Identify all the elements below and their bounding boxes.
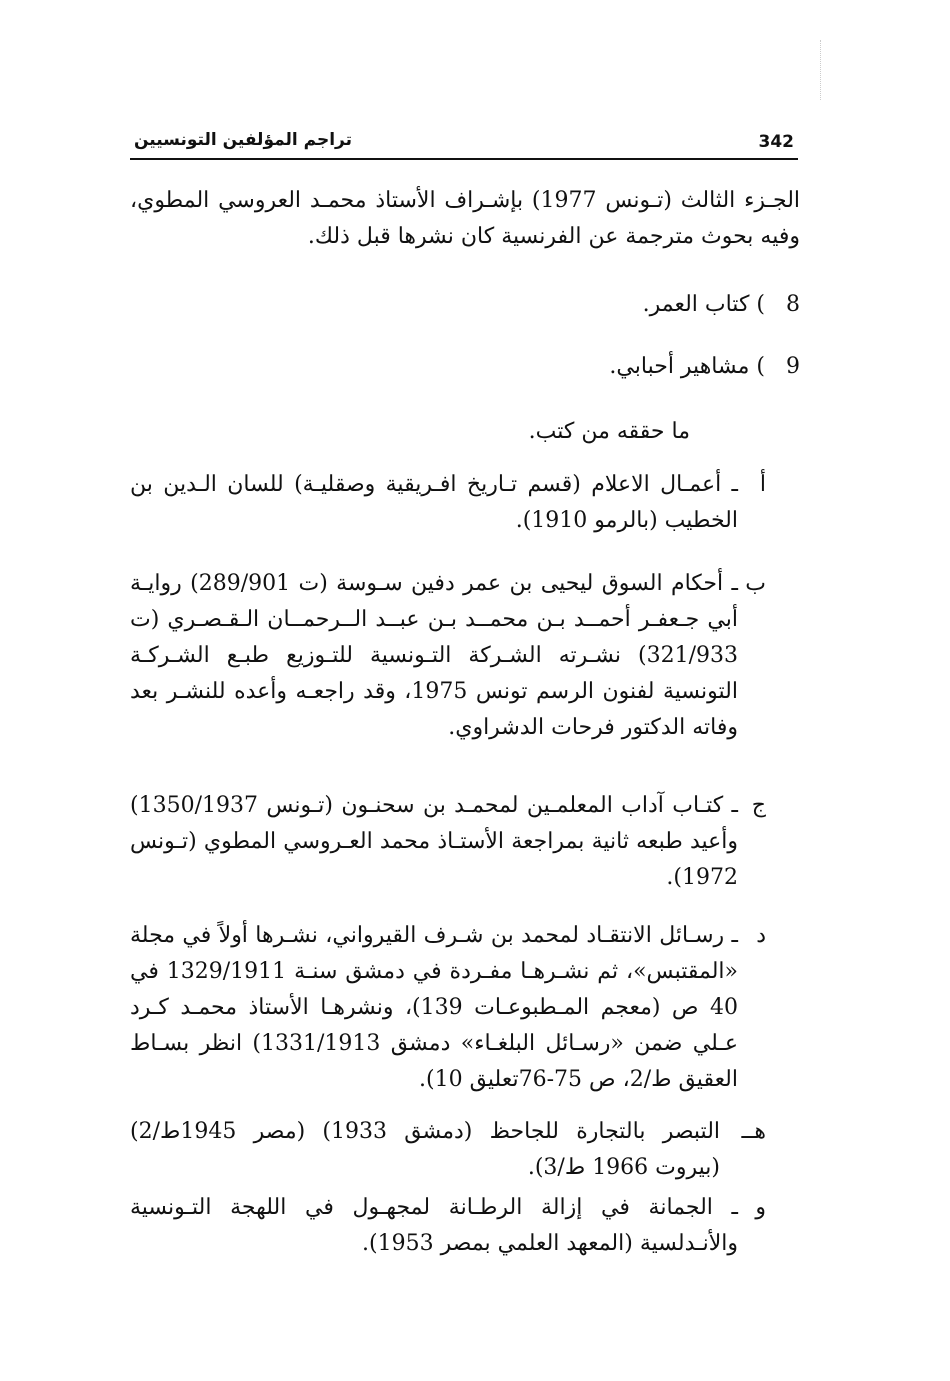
book-entry-h: التبصر بالتجارة للجاحظ (دمشق 1933) (مصر 1945ط/2) (بيروت 1966 ط/3).	[130, 1119, 721, 1180]
book-label-w: و	[755, 1195, 766, 1220]
book-label-h: هــ	[741, 1119, 766, 1144]
book-entry-d: ـ رسـائل الانتقـاد لمحمد بن شـرف القيرواني، نشـرها أولاً في مجلة «المقتبس»، ثم نشـرهـا مفـردة في دمشق سنـة 1329/1911 في 40 ص (معجم المـطبوعـات 139)، ونشرهـا الأستاذ محمـد كـرد عـلي ضمن «رسـائل البلغـاء» دمشق 1331/1913) انظر بسـاط العقيق ط/2، ص 75-76تعليق 10).	[130, 923, 738, 1092]
item-text-8: ) كتاب العمر.	[642, 292, 765, 317]
running-title: تراجم المؤلفين التونسيين	[134, 130, 352, 150]
book-label-b: ب	[745, 571, 766, 596]
margin-mark	[820, 40, 823, 100]
item-text-9: ) مشاهير أحبابي.	[609, 354, 765, 379]
page-number: 342	[758, 132, 794, 152]
book-label-j: ج	[751, 793, 766, 818]
running-header	[130, 128, 798, 160]
book-label-d: د	[756, 923, 766, 948]
book-label-a: أ	[759, 472, 766, 497]
book-entry-b: ـ أحكام السوق ليحيى بن عمر دفين سـوسة (ت 289/901) روايـة أبي جـعفـر أحمــد بـن محمــد بـن عبــد الــرحمــان الـقـصـري (ت 321/933) نشـرته الشـركة التـونسية للتـوزيع طبـع الشـركـة التونسية لفنون الرسم تونس 1975، وقد راجعـه وأعده للنشـر بعد وفاته الدكتور فرحات الدشراوي.	[130, 571, 738, 740]
section-heading: ما حققه من كتب.	[528, 419, 690, 444]
book-entry-j: ـ كتـاب آداب المعلمـين لمحمـد بن سحنـون (تـونس 1350/1937) وأعيد طبعه ثانية بمراجعة الأستـاذ محمد العـروسي المطوي (تـونس 1972).	[130, 793, 738, 890]
item-number-8: 8	[786, 292, 800, 317]
intro-paragraph: الجـزء الثالث (تـونس 1977) بإشـراف الأستاذ محمـد العروسي المطوي، وفيه بحوث مترجمة عن الفرنسية كان نشرها قبل ذلك.	[130, 188, 801, 249]
item-number-9: 9	[786, 354, 800, 379]
book-entry-a: ـ أعمـال الاعلام (قسم تـاريخ افـريقية وصقليـة) للسان الـدين بن الخطيب (بالرمو 1910).	[130, 472, 738, 533]
book-entry-w: ـ الجمانة في إزالة الرطـانة لمجهـول في اللهجة التـونسية والأنـدلسية (المعهد العلمي بمصر 1953).	[130, 1195, 738, 1256]
